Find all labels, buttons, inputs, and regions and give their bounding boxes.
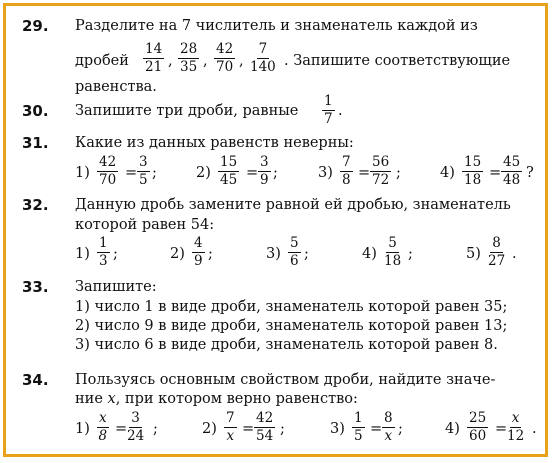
problem-33-item-1: 1) число 1 в виде дроби, знаменатель которой равен 35; bbox=[75, 299, 508, 315]
problem-33-item-2: 2) число 9 в виде дроби, знаменатель которой равен 13; bbox=[75, 318, 508, 334]
fraction: 5 18 bbox=[384, 235, 402, 269]
fraction: x 12 bbox=[507, 410, 525, 444]
problem-30-text: Запишите три дроби, равные bbox=[75, 103, 299, 119]
fraction: 1 5 bbox=[354, 410, 363, 444]
item-label: 3) bbox=[330, 421, 345, 437]
fraction-1-7: 1 7 bbox=[324, 93, 333, 127]
punctuation: ; bbox=[273, 165, 278, 181]
fraction: 25 60 bbox=[469, 410, 487, 444]
fraction: 56 72 bbox=[372, 154, 390, 188]
comma: , bbox=[168, 53, 173, 69]
problem-29-line2-start: дробей bbox=[75, 53, 129, 69]
item-label: 4) bbox=[445, 421, 460, 437]
punctuation: ; bbox=[396, 165, 401, 181]
punctuation: ; bbox=[408, 246, 413, 262]
problem-33-item-3: 3) число 6 в виде дроби, знаменатель которой равен 8. bbox=[75, 337, 498, 353]
problem-29-line1: Разделите на 7 числитель и знаменатель каждой из bbox=[75, 18, 478, 34]
equals-sign: = bbox=[246, 165, 259, 181]
fraction: 3 24 bbox=[127, 410, 145, 444]
fraction: x 8 bbox=[98, 410, 108, 444]
equals-sign: = bbox=[115, 421, 128, 437]
fraction: 4 9 bbox=[194, 235, 203, 269]
item-label: 1) bbox=[75, 246, 90, 262]
item-label: 3) bbox=[266, 246, 281, 262]
item-label: 3) bbox=[318, 165, 333, 181]
comma: , bbox=[203, 53, 208, 69]
problem-32-line1: Данную дробь замените равной ей дробью, знаменатель bbox=[75, 197, 511, 213]
problem-32-number: 32. bbox=[22, 196, 49, 214]
fraction-28-35: 28 35 bbox=[180, 41, 198, 75]
fraction: 15 45 bbox=[220, 154, 238, 188]
problem-32-line2: которой равен 54: bbox=[75, 217, 215, 233]
problem-33-number: 33. bbox=[22, 278, 49, 296]
punctuation: ; bbox=[153, 421, 158, 437]
item-label: 1) bbox=[75, 421, 90, 437]
fraction: 42 54 bbox=[256, 410, 274, 444]
period: . bbox=[338, 103, 343, 119]
punctuation: ; bbox=[113, 246, 118, 262]
problem-29-line2-end: . Запишите соответствующие bbox=[284, 53, 511, 69]
fraction: 15 18 bbox=[464, 154, 482, 188]
item-label: 4) bbox=[362, 246, 377, 262]
fraction: 45 48 bbox=[503, 154, 521, 188]
punctuation: ; bbox=[152, 165, 157, 181]
equals-sign: = bbox=[489, 165, 502, 181]
problem-31-text: Какие из данных равенств неверны: bbox=[75, 135, 354, 151]
problem-29-number: 29. bbox=[22, 17, 49, 35]
punctuation: ? bbox=[526, 165, 534, 181]
fraction: 3 9 bbox=[260, 154, 269, 188]
punctuation: ; bbox=[398, 421, 403, 437]
equals-sign: = bbox=[495, 421, 508, 437]
punctuation: ; bbox=[280, 421, 285, 437]
fraction: 8 x bbox=[384, 410, 393, 444]
problem-29-line3: равенства. bbox=[75, 79, 157, 95]
punctuation: . bbox=[512, 246, 517, 262]
equals-sign: = bbox=[358, 165, 371, 181]
problem-34-number: 34. bbox=[22, 371, 49, 389]
problem-34-line2: ние x, при котором верно равенство: bbox=[75, 391, 358, 407]
equals-sign: = bbox=[242, 421, 255, 437]
fraction: 3 5 bbox=[139, 154, 148, 188]
fraction-14-21: 14 21 bbox=[145, 41, 163, 75]
punctuation: ; bbox=[304, 246, 309, 262]
problem-30-number: 30. bbox=[22, 102, 49, 120]
item-label: 5) bbox=[466, 246, 481, 262]
equals-sign: = bbox=[125, 165, 138, 181]
item-label: 2) bbox=[170, 246, 185, 262]
punctuation: . bbox=[532, 421, 537, 437]
equals-sign: = bbox=[370, 421, 383, 437]
fraction-42-70: 42 70 bbox=[216, 41, 234, 75]
fraction: 5 6 bbox=[290, 235, 299, 269]
fraction: 8 27 bbox=[488, 235, 506, 269]
fraction: 42 70 bbox=[99, 154, 117, 188]
fraction: 1 3 bbox=[99, 235, 108, 269]
fraction-7-140: 7 140 bbox=[250, 41, 276, 75]
problem-33-title: Запишите: bbox=[75, 279, 157, 295]
problem-34-line1: Пользуясь основным свойством дроби, найдите значе- bbox=[75, 372, 496, 388]
fraction: 7 x bbox=[226, 410, 235, 444]
comma: , bbox=[239, 53, 244, 69]
item-label: 2) bbox=[196, 165, 211, 181]
item-label: 1) bbox=[75, 165, 90, 181]
fraction: 7 8 bbox=[342, 154, 351, 188]
punctuation: ; bbox=[208, 246, 213, 262]
item-label: 4) bbox=[440, 165, 455, 181]
problem-31-number: 31. bbox=[22, 134, 49, 152]
item-label: 2) bbox=[202, 421, 217, 437]
